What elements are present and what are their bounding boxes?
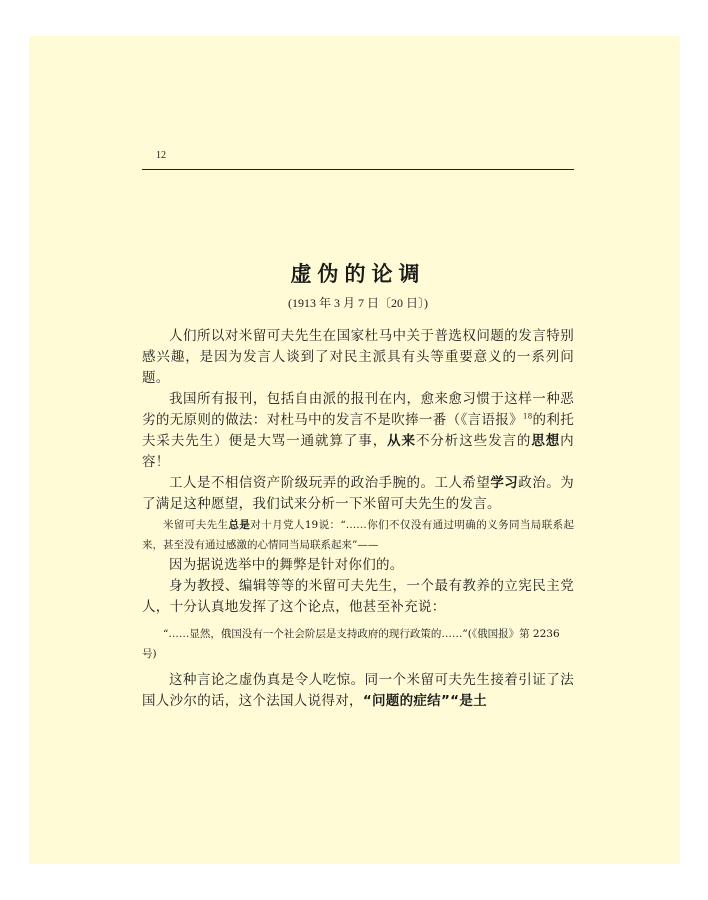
article-date: (1913 年 3 月 7 日〔20 日〕) <box>288 296 428 310</box>
header-rule <box>142 169 574 170</box>
text-run: 这种言论之虚伪真是令人吃惊。同一个米留可夫先生接着引证了法国人沙尔的话，这个法国人说得对， <box>142 672 574 709</box>
page-number: 12 <box>156 150 166 161</box>
bold-text: 从来 <box>387 433 416 449</box>
bold-text: “问题的症结” <box>362 693 451 709</box>
footnote-ref: 18 <box>522 412 533 421</box>
paragraph-3 <box>142 473 574 515</box>
bold-text: 学习 <box>490 475 519 491</box>
paragraph-7 <box>142 670 574 712</box>
article-body <box>142 326 574 712</box>
text-run: 内容！ <box>142 433 574 470</box>
text-run: 的利托夫采夫先生）便是大骂一通就算了事， <box>142 412 574 449</box>
text-run: 工人是不相信资产阶级玩弄的政治手腕的。工人希望 <box>169 475 491 491</box>
bold-text: 思想 <box>531 433 561 449</box>
block-quote: “……显然，俄国没有一个社会阶层是支持政府的现行政策的……”(《俄国报》第 2236 号) <box>142 628 560 660</box>
paragraph-4 <box>142 515 574 555</box>
text-run: 说：“……你们不仅没有通过明确的义务同当局联系起来，甚至没有通过感激的心情同当局联系起来”—— <box>142 519 575 551</box>
bold-text: “是土 <box>450 693 487 709</box>
footnote-ref: 19 <box>304 519 319 531</box>
text-run: 政治。为了满足这种愿望，我们试来分析一下米留可夫先生的发言。 <box>142 475 574 512</box>
bold-text: 总是 <box>228 519 251 531</box>
text-run: 对十月党人 <box>250 519 305 531</box>
paragraph-6: 身为教授、编辑等等的米留可夫先生，一个最有教养的立宪民主党人，十分认真地发挥了这个论点，他甚至补充说： <box>142 578 574 615</box>
text-run: 米留可夫先生 <box>163 519 229 531</box>
article-title: 虚伪的论调 <box>290 262 426 286</box>
paragraph-2 <box>142 389 574 473</box>
paragraph-5: 因为据说选举中的舞弊是针对你们的。 <box>169 557 404 573</box>
text-run: 我国所有报刊，包括自由派的报刊在内，愈来愈习惯于这样一种恶劣的无原则的做法：对杜马中的发言不是吹捧一番（《言语报》 <box>142 391 574 428</box>
paragraph-1: 人们所以对米留可夫先生在国家杜马中关于普选权问题的发言特别感兴趣，是因为发言人谈到了对民主派具有头等重要意义的一系列问题。 <box>142 328 574 386</box>
text-run: 不分析这些发言的 <box>415 433 532 449</box>
book-page <box>29 36 680 864</box>
